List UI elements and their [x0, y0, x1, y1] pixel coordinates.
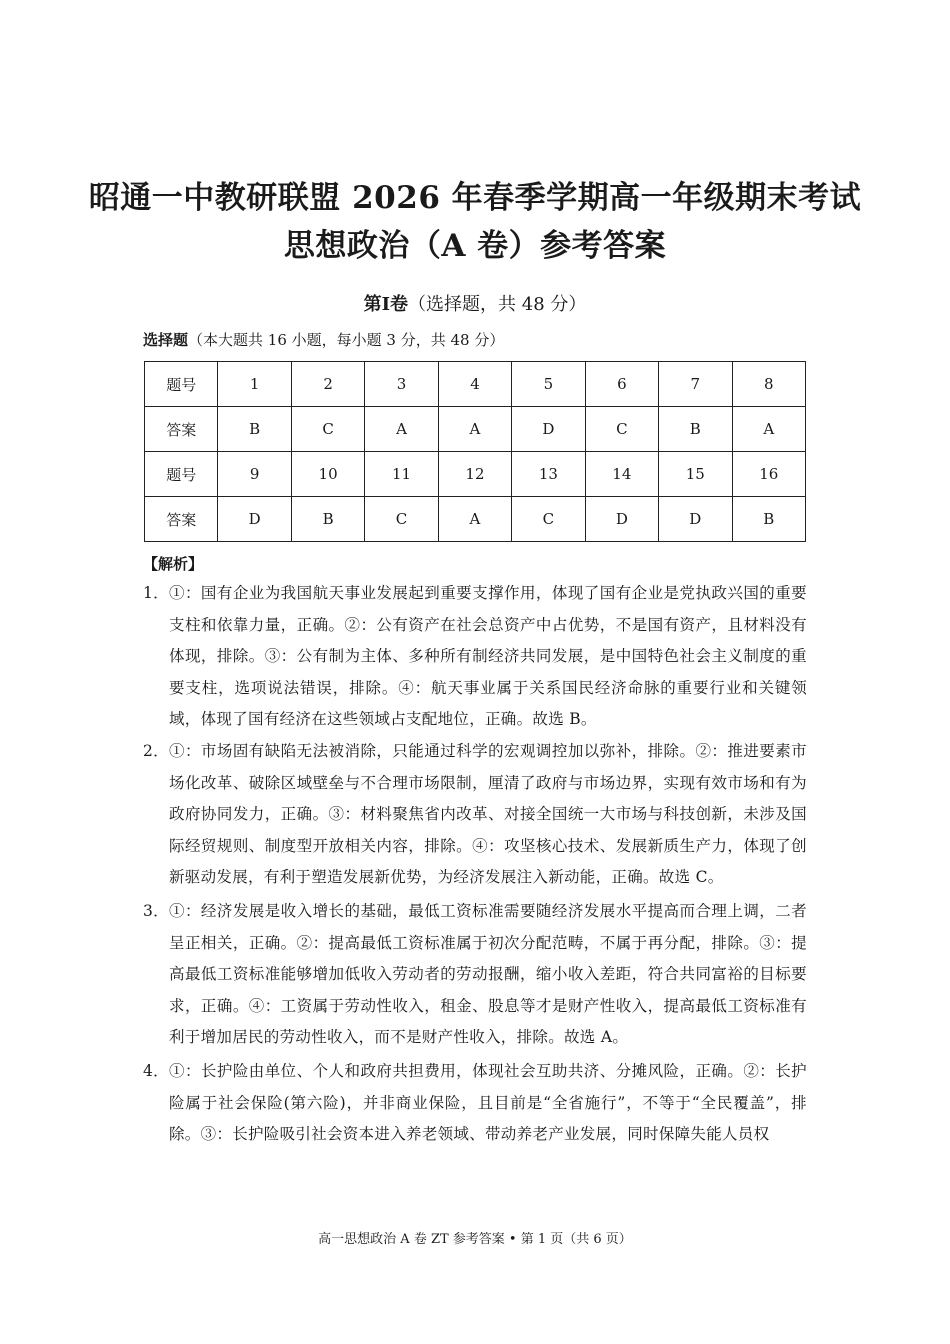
answer-table-cell: D: [585, 497, 658, 542]
answer-table-cell: C: [365, 497, 438, 542]
section-title: [0, 290, 950, 316]
explanation-1: [143, 578, 807, 736]
question-type-intro: [143, 329, 504, 350]
answer-table-cell: B: [659, 407, 732, 452]
answer-table-cell: A: [365, 407, 438, 452]
answer-table-row-label: 题号: [145, 362, 218, 407]
answer-table-cell: D: [218, 497, 291, 542]
answer-table-cell: 6: [585, 362, 658, 407]
answer-table-cell: 11: [365, 452, 438, 497]
answer-table-cell: B: [218, 407, 291, 452]
analysis-heading: 【解析】: [143, 555, 204, 573]
explanation-number: 2．: [143, 742, 169, 760]
answer-table-cell: 14: [585, 452, 658, 497]
answer-table-cell: D: [659, 497, 732, 542]
answer-table-row-label: 题号: [145, 452, 218, 497]
answer-table-cell: 8: [732, 362, 806, 407]
explanation-4: [143, 1056, 807, 1151]
answer-table-cell: D: [512, 407, 585, 452]
answer-table-cell: 10: [291, 452, 364, 497]
document-subtitle: 思想政治（A 卷）参考答案: [283, 228, 667, 264]
answer-table-cell: A: [438, 497, 511, 542]
answer-table-cell: C: [512, 497, 585, 542]
answer-table-cell: B: [732, 497, 806, 542]
answer-table-cell: C: [585, 407, 658, 452]
explanation-text: ①：经济发展是收入增长的基础，最低工资标准需要随经济发展水平提高而合理上调，二者呈正相关，正确。②：提高最低工资标准属于初次分配范畴，不属于再分配，排除。③：提高最低工资标准能够增加低收入劳动者的劳动报酬，缩小收入差距，符合共同富裕的目标要求，正确。④：工资属于劳动性收入，租金、股息等才是财产性收入，提高最低工资标准有利于增加居民的劳动性收入，而不是财产性收入，排除。故选 A。: [169, 902, 807, 1047]
explanation-2: [143, 736, 807, 894]
answer-table-row: [145, 497, 806, 542]
intro-bold: 选择题: [143, 331, 189, 349]
answer-table-cell: 5: [512, 362, 585, 407]
explanation-text: ①：长护险由单位、个人和政府共担费用，体现社会互助共济、分摊风险，正确。②：长护险属于社会保险(第六险)，并非商业保险，且目前是“全省施行”，不等于“全民覆盖”，排除。③：长护险吸引社会资本进入养老领域、带动养老产业发展，同时保障失能人员权: [169, 1062, 807, 1144]
section-title-rest: （选择题，共 48 分）: [408, 294, 587, 315]
document-title: 昭通一中教研联盟 2026 年春季学期高一年级期末考试: [88, 180, 862, 216]
answer-table-cell: A: [732, 407, 806, 452]
answer-table: [144, 361, 806, 542]
answer-table-cell: 16: [732, 452, 806, 497]
answer-table-row: [145, 362, 806, 407]
answer-table-cell: 1: [218, 362, 291, 407]
answer-table-cell: 3: [365, 362, 438, 407]
answer-table-cell: 13: [512, 452, 585, 497]
explanation-number: 4．: [143, 1062, 169, 1080]
explanation-text: ①：市场固有缺陷无法被消除，只能通过科学的宏观调控加以弥补，排除。②：推进要素市场化改革、破除区域壁垒与不合理市场限制，厘清了政府与市场边界，实现有效市场和有为政府协同发力，正确。③：材料聚焦省内改革、对接全国统一大市场与科技创新，未涉及国际经贸规则、制度型开放相关内容，排除。④：攻坚核心技术、发展新质生产力，体现了创新驱动发展，有利于塑造发展新优势，为经济发展注入新动能，正确。故选 C。: [169, 742, 807, 887]
explanation-number: 1．: [143, 584, 169, 602]
answer-table-row-label: 答案: [145, 497, 218, 542]
answer-table-cell: 4: [438, 362, 511, 407]
answer-table-row-label: 答案: [145, 407, 218, 452]
page-footer: 高一思想政治 A 卷 ZT 参考答案 • 第 1 页（共 6 页）: [318, 1232, 632, 1247]
answer-table-cell: 15: [659, 452, 732, 497]
explanation-number: 3．: [143, 902, 169, 920]
intro-rest: （本大题共 16 小题，每小题 3 分，共 48 分）: [188, 331, 505, 349]
answer-table-cell: B: [291, 497, 364, 542]
explanation-3: [143, 896, 807, 1054]
explanation-text: ①：国有企业为我国航天事业发展起到重要支撑作用，体现了国有企业是党执政兴国的重要支柱和依靠力量，正确。②：公有资产在社会总资产中占优势，不是国有资产，且材料没有体现，排除。③：公有制为主体、多种所有制经济共同发展，是中国特色社会主义制度的重要支柱，选项说法错误，排除。④：航天事业属于关系国民经济命脉的重要行业和关键领域，体现了国有经济在这些领域占支配地位，正确。故选 B。: [169, 584, 807, 729]
answer-table-row: [145, 452, 806, 497]
answer-table-cell: 2: [291, 362, 364, 407]
answer-table-cell: C: [291, 407, 364, 452]
answer-table-cell: 9: [218, 452, 291, 497]
answer-table-row: [145, 407, 806, 452]
section-title-bold: 第Ⅰ卷: [363, 294, 409, 315]
answer-table-cell: 7: [659, 362, 732, 407]
answer-table-cell: 12: [438, 452, 511, 497]
answer-table-cell: A: [438, 407, 511, 452]
